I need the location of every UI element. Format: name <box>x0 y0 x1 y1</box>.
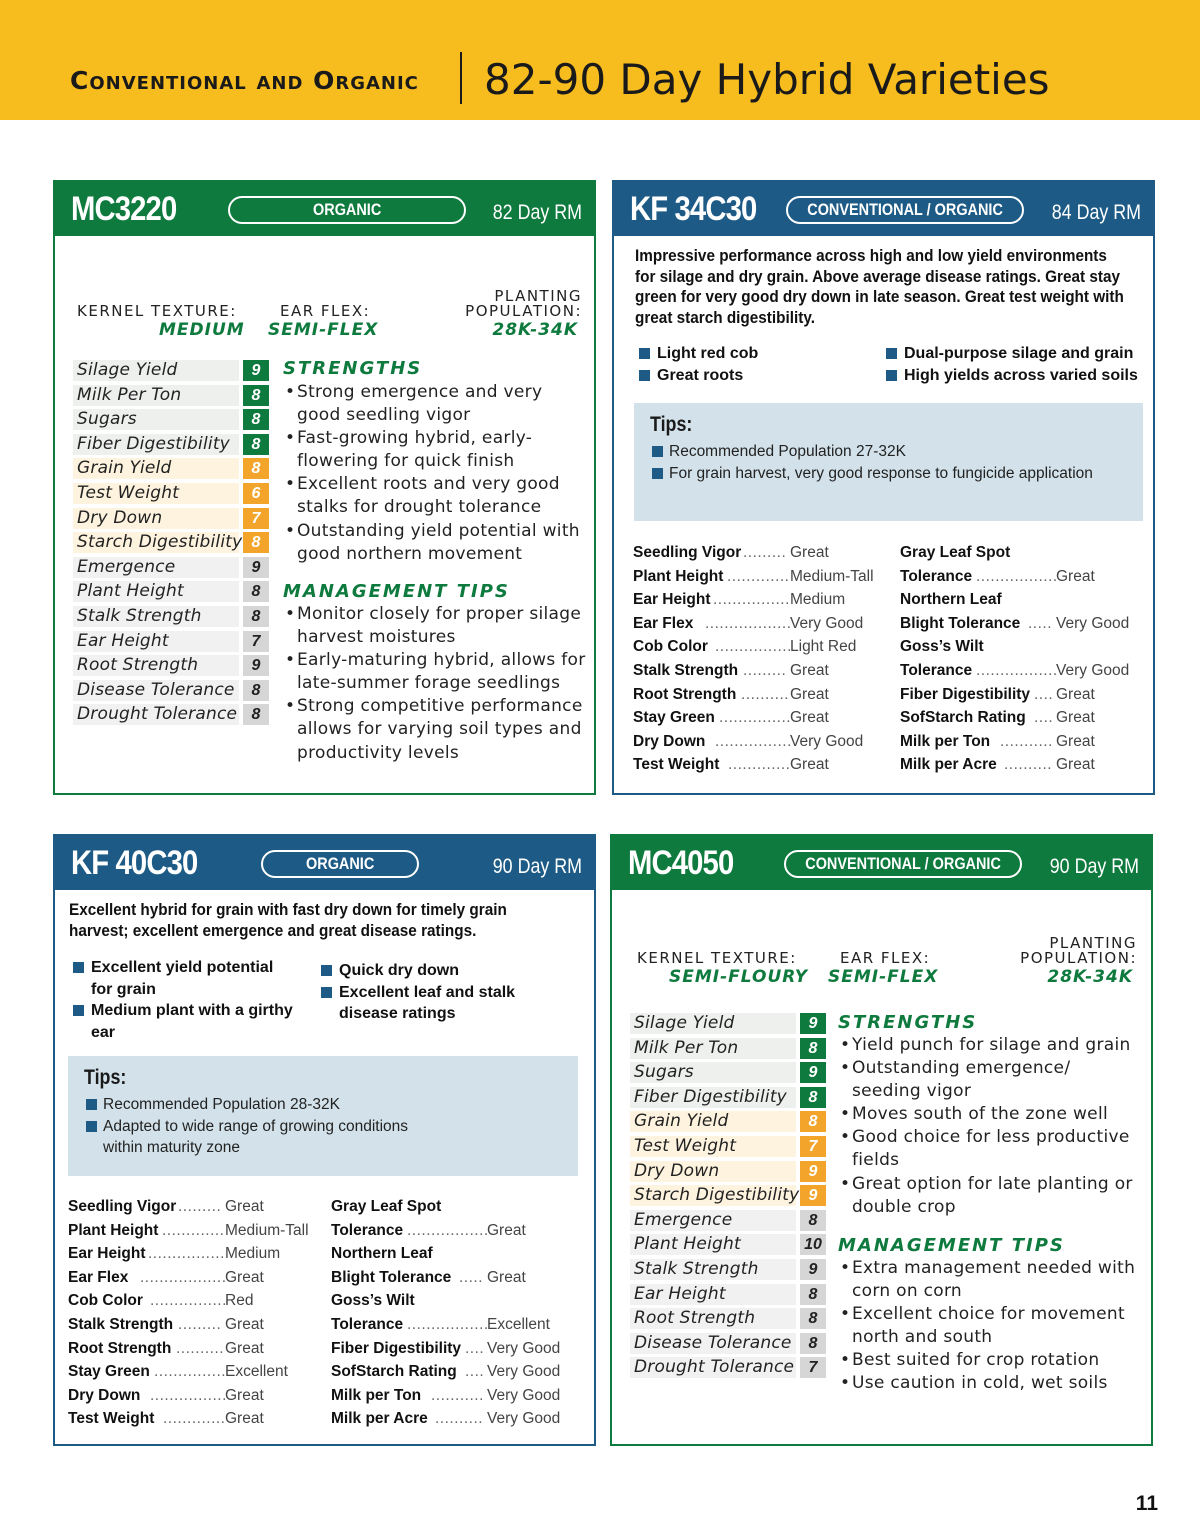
attribute-row: Root Strength .......... Great <box>633 685 829 703</box>
attribute-row: Stay Green ............... Excellent <box>68 1363 288 1381</box>
tip-item: Recommended Population 27-32K <box>652 441 1132 463</box>
attribute-row: Test Weight ............. Great <box>68 1410 264 1428</box>
rating-row: Plant Height 10 <box>630 1233 826 1258</box>
rating-row: Emergence 9 <box>73 556 269 581</box>
management-tips-list <box>283 603 588 765</box>
tips-box <box>634 403 1143 521</box>
attribute-row: Dry Down ................ Great <box>68 1386 264 1404</box>
feature-item: Dual-purpose silage and grain <box>886 343 1146 365</box>
card-kf34c30 <box>612 180 1155 795</box>
population-value: 28K-34K <box>492 320 578 340</box>
rating-row: Plant Height 8 <box>73 580 269 605</box>
list-item: • Good choice for less productive fields <box>838 1126 1143 1172</box>
rating-row: Starch Digestibility 8 <box>73 531 269 556</box>
rating-row: Grain Yield 8 <box>73 457 269 482</box>
attribute-row: Test Weight ............. Great <box>633 756 829 774</box>
relative-maturity: 84 Day RM <box>1051 201 1141 224</box>
list-item: • Use caution in cold, wet soils <box>838 1372 1143 1395</box>
page-number: 11 <box>1135 1492 1158 1515</box>
kernel-texture-value: MEDIUM <box>159 320 245 340</box>
attribute-row: Milk per Ton ........... Very Good <box>331 1386 561 1404</box>
rating-row: Silage Yield 9 <box>630 1012 826 1037</box>
type-badge: CONVENTIONAL / ORGANIC <box>784 850 1022 878</box>
ear-flex-value: SEMI-FLEX <box>268 320 379 340</box>
attribute-row: Milk per Acre .......... Very Good <box>331 1410 561 1428</box>
tips-box <box>68 1056 578 1176</box>
attribute-row: Tolerance ................. Great <box>331 1221 526 1239</box>
relative-maturity: 82 Day RM <box>492 201 582 224</box>
feature-item: Quick dry down <box>321 960 551 982</box>
list-item: • Extra management needed with corn on corn <box>838 1257 1143 1303</box>
attribute-row: Stalk Strength ......... Great <box>633 661 829 679</box>
rating-row: Emergence 8 <box>630 1209 826 1234</box>
attribute-row: Cob Color ................ Light Red <box>633 638 857 656</box>
list-item: • Early-maturing hybrid, allows for late-summer forage seedlings <box>283 649 588 695</box>
attribute-row: Ear Height ................ Medium <box>68 1245 281 1263</box>
type-badge: ORGANIC <box>261 850 419 878</box>
strengths-title: STRENGTHS <box>838 1012 978 1033</box>
type-badge: ORGANIC <box>228 196 466 224</box>
rating-row: Test Weight 7 <box>630 1135 826 1160</box>
tip-item: For grain harvest, very good response to fungicide application <box>652 463 1132 485</box>
hybrid-description: Impressive performance across high and low yield environments for silage and dry grain. Above average disease ratings. Great stay green for very good dry down in late season. Great test weight with great starch digestibility. <box>635 246 1124 327</box>
hybrid-description: Excellent hybrid for grain with fast dry down for timely grain harvest; excellent emergence and great disease ratings. <box>69 900 507 940</box>
features-left <box>73 957 293 1043</box>
attributes-right <box>900 541 1150 777</box>
feature-item: Great roots <box>639 365 879 387</box>
feature-item: Excellent yield potential for grain <box>73 957 293 1000</box>
ear-flex-label: EAR FLEX: <box>840 949 931 967</box>
rating-row: Fiber Digestibility 8 <box>73 433 269 458</box>
header-divider <box>460 52 462 104</box>
kernel-texture-value: SEMI-FLOURY <box>669 967 809 987</box>
population-label: PLANTING POPULATION: <box>1020 934 1137 967</box>
list-item: • Outstanding yield potential with good northern movement <box>283 520 588 566</box>
attribute-row: SofStarch Rating .... Great <box>900 709 1095 727</box>
attribute-row: Plant Height ............. Medium-Tall <box>633 567 874 585</box>
attribute-row: Milk per Ton ........... Great <box>900 732 1095 750</box>
page-header <box>0 0 1200 120</box>
rating-row: Stalk Strength 9 <box>630 1258 826 1283</box>
attributes-right <box>331 1195 591 1431</box>
attribute-row: Gray Leaf Spot <box>900 544 1011 561</box>
feature-item: High yields across varied soils <box>886 365 1146 387</box>
attribute-row: Milk per Acre .......... Great <box>900 756 1095 774</box>
card-header <box>612 836 1151 890</box>
strengths-list <box>838 1034 1143 1219</box>
hybrid-name: KF 34C30 <box>630 190 757 228</box>
tips-title: Tips: <box>650 413 693 436</box>
attribute-row: Blight Tolerance ..... Great <box>331 1268 526 1286</box>
features-left <box>639 343 879 386</box>
card-mc4050 <box>610 834 1153 1446</box>
rating-row: Dry Down 7 <box>73 507 269 532</box>
list-item: • Excellent choice for movement north and south <box>838 1303 1143 1349</box>
attribute-row: Seedling Vigor ......... Great <box>68 1198 264 1215</box>
attributes-left <box>68 1195 328 1431</box>
list-item: • Moves south of the zone well <box>838 1103 1143 1126</box>
attribute-row: Ear Height ................ Medium <box>633 591 846 609</box>
attribute-row: Goss’s Wilt <box>331 1292 415 1310</box>
attribute-row: SofStarch Rating .... Very Good <box>331 1363 561 1381</box>
rating-row: Drought Tolerance 8 <box>73 703 269 728</box>
card-header <box>55 182 594 236</box>
attribute-row: Cob Color ................ Red <box>68 1292 254 1310</box>
attribute-row: Stay Green ............... Great <box>633 709 829 727</box>
rating-row: Root Strength 8 <box>630 1307 826 1332</box>
rating-row: Drought Tolerance 7 <box>630 1356 826 1381</box>
rating-row: Root Strength 9 <box>73 654 269 679</box>
tips-list <box>86 1094 426 1159</box>
attributes-left <box>633 541 893 777</box>
hybrid-name: MC4050 <box>628 844 734 882</box>
list-item: • Best suited for crop rotation <box>838 1349 1143 1372</box>
attribute-row: Stalk Strength ......... Great <box>68 1315 264 1333</box>
rating-row: Milk Per Ton 8 <box>73 384 269 409</box>
rating-row: Sugars 8 <box>73 408 269 433</box>
rating-row: Fiber Digestibility 8 <box>630 1086 826 1111</box>
population-label: PLANTING POPULATION: <box>465 287 582 320</box>
list-item: • Great option for late planting or double crop <box>838 1173 1143 1219</box>
population-value: 28K-34K <box>1047 967 1133 987</box>
strengths-list <box>283 381 588 566</box>
attribute-row: Northern Leaf <box>900 591 1002 609</box>
attribute-row: Northern Leaf <box>331 1245 433 1263</box>
list-item: • Monitor closely for proper silage harvest moistures <box>283 603 588 649</box>
attribute-row: Tolerance ................. Very Good <box>900 661 1130 679</box>
ear-flex-label: EAR FLEX: <box>280 302 371 320</box>
kernel-texture-label: KERNEL TEXTURE: <box>637 949 797 967</box>
list-item: • Yield punch for silage and grain <box>838 1034 1143 1057</box>
page-title: 82-90 Day Hybrid Varieties <box>484 55 1050 104</box>
ratings-list <box>73 359 269 728</box>
attribute-row: Goss’s Wilt <box>900 638 984 656</box>
rating-row: Test Weight 6 <box>73 482 269 507</box>
hybrid-name: MC3220 <box>71 190 177 228</box>
attribute-row: Ear Flex .................. Great <box>68 1268 264 1286</box>
features-right <box>886 343 1146 386</box>
type-badge: CONVENTIONAL / ORGANIC <box>786 196 1024 224</box>
management-tips-list <box>838 1257 1143 1396</box>
rating-row: Silage Yield 9 <box>73 359 269 384</box>
card-kf40c30 <box>53 834 596 1446</box>
card-header <box>614 182 1153 236</box>
card-mc3220 <box>53 180 596 795</box>
attribute-row: Fiber Digestibility .... Very Good <box>331 1339 561 1357</box>
attribute-row: Fiber Digestibility .... Great <box>900 685 1095 703</box>
tip-item: Recommended Population 28-32K <box>86 1094 426 1116</box>
tips-title: Tips: <box>84 1066 127 1089</box>
attribute-row: Seedling Vigor ......... Great <box>633 544 829 561</box>
management-tips-title: MANAGEMENT TIPS <box>283 581 510 602</box>
rating-row: Dry Down 9 <box>630 1160 826 1185</box>
rating-row: Disease Tolerance 8 <box>630 1332 826 1357</box>
category-title: Conventional and Organic <box>70 66 419 95</box>
features-right <box>321 960 551 1025</box>
list-item: • Outstanding emergence/ seeding vigor <box>838 1057 1143 1103</box>
attribute-row: Gray Leaf Spot <box>331 1198 442 1215</box>
attribute-row: Blight Tolerance ..... Very Good <box>900 614 1130 632</box>
ear-flex-value: SEMI-FLEX <box>828 967 939 987</box>
relative-maturity: 90 Day RM <box>1049 855 1139 878</box>
rating-row: Ear Height 7 <box>73 630 269 655</box>
attribute-row: Root Strength .......... Great <box>68 1339 264 1357</box>
list-item: • Excellent roots and very good stalks for drought tolerance <box>283 473 588 519</box>
ratings-list <box>630 1012 826 1381</box>
rating-row: Milk Per Ton 8 <box>630 1037 826 1062</box>
rating-row: Disease Tolerance 8 <box>73 679 269 704</box>
rating-row: Stalk Strength 8 <box>73 605 269 630</box>
attribute-row: Tolerance ................. Great <box>900 567 1095 585</box>
attribute-row: Tolerance ................. Excellent <box>331 1315 550 1333</box>
rating-row: Sugars 9 <box>630 1061 826 1086</box>
attribute-row: Dry Down ................ Very Good <box>633 732 864 750</box>
hybrid-name: KF 40C30 <box>71 844 198 882</box>
relative-maturity: 90 Day RM <box>492 855 582 878</box>
list-item: • Fast-growing hybrid, early-flowering for quick finish <box>283 427 588 473</box>
kernel-texture-label: KERNEL TEXTURE: <box>77 302 237 320</box>
feature-item: Light red cob <box>639 343 879 365</box>
attribute-row: Ear Flex .................. Very Good <box>633 614 864 632</box>
feature-item: Excellent leaf and stalk disease ratings <box>321 982 551 1025</box>
strengths-title: STRENGTHS <box>283 358 423 379</box>
feature-item: Medium plant with a girthy ear <box>73 1000 293 1043</box>
tip-item: Adapted to wide range of growing conditions within maturity zone <box>86 1116 426 1159</box>
rating-row: Starch Digestibility 9 <box>630 1184 826 1209</box>
attribute-row: Plant Height ............. Medium-Tall <box>68 1221 309 1239</box>
card-header <box>55 836 594 890</box>
rating-row: Ear Height 8 <box>630 1283 826 1308</box>
tips-list <box>652 441 1132 484</box>
list-item: • Strong emergence and very good seedling vigor <box>283 381 588 427</box>
rating-row: Grain Yield 8 <box>630 1110 826 1135</box>
management-tips-title: MANAGEMENT TIPS <box>838 1235 1065 1256</box>
list-item: • Strong competitive performance allows for varying soil types and productivity levels <box>283 695 588 764</box>
